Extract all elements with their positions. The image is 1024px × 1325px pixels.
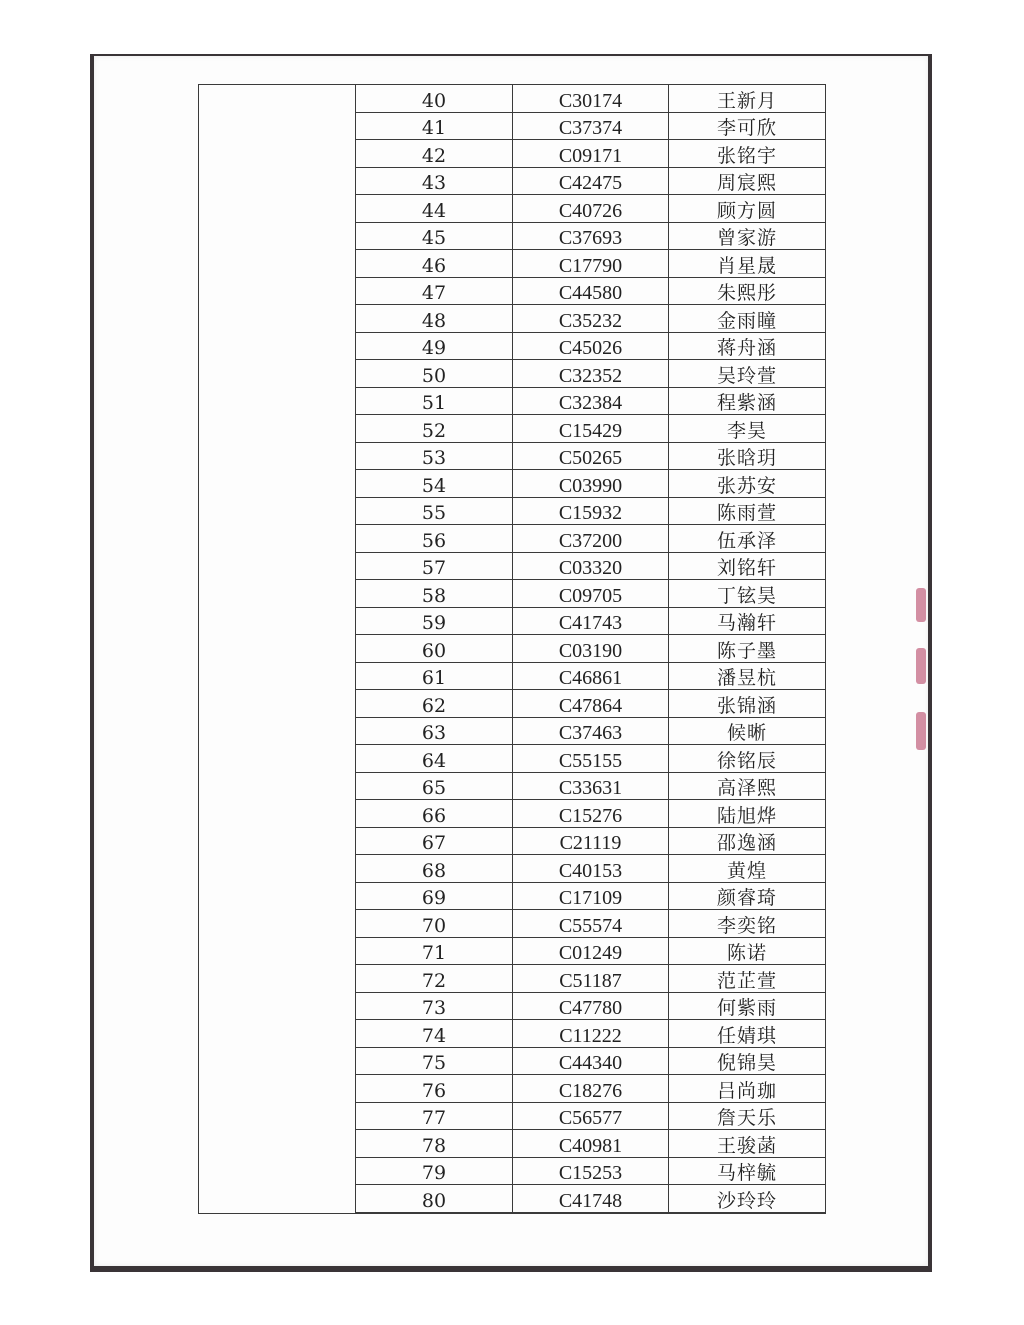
- student-name-cell: 王新月: [716, 89, 777, 112]
- student-id-cell: C03990: [513, 470, 669, 497]
- student-name-cell: 范芷萱: [716, 969, 777, 992]
- table-row: [356, 1103, 825, 1131]
- student-name-cell: 邵逸涵: [716, 832, 777, 854]
- table-row: [356, 1185, 825, 1213]
- table-row: [356, 993, 825, 1021]
- student-name-cell: 李昊: [726, 419, 767, 442]
- table-row: [356, 85, 825, 113]
- student-name-cell: 金雨瞳: [716, 309, 777, 332]
- table-row: [356, 1158, 825, 1186]
- student-name-cell: 马瀚轩: [716, 612, 777, 634]
- table-row: [356, 553, 825, 581]
- table-row: [356, 470, 825, 498]
- row-number-cell: 68: [356, 855, 513, 882]
- table-row: [356, 195, 825, 223]
- student-id-cell: C15932: [513, 498, 669, 525]
- student-name-cell: 张锦涵: [716, 694, 777, 717]
- student-id-cell: C11222: [513, 1020, 669, 1047]
- table-row: [356, 855, 825, 883]
- student-name-cell: 吕尚珈: [716, 1079, 777, 1102]
- student-id-cell: C40981: [513, 1130, 669, 1157]
- row-number-cell: 52: [356, 415, 513, 442]
- row-number-cell: 71: [356, 938, 513, 965]
- student-name-cell: 蒋舟涵: [716, 337, 777, 359]
- table-row: [356, 1048, 825, 1076]
- student-name-cell: 陈雨萱: [716, 502, 777, 524]
- roster-rows: [356, 85, 825, 1213]
- table-row: [356, 690, 825, 718]
- student-id-cell: C17790: [513, 250, 669, 277]
- stamp-mark-2: [916, 648, 926, 684]
- row-number-cell: 62: [356, 690, 513, 717]
- table-row: [356, 608, 825, 636]
- row-number-cell: 66: [356, 800, 513, 827]
- student-name-cell: 肖星晟: [716, 254, 777, 277]
- row-number-cell: 42: [356, 140, 513, 167]
- student-name-cell: 程紫涵: [716, 392, 777, 414]
- row-number-cell: 61: [356, 663, 513, 690]
- table-row: [356, 965, 825, 993]
- student-id-cell: C47780: [513, 993, 669, 1020]
- row-number-cell: 58: [356, 580, 513, 607]
- table-row: [356, 663, 825, 691]
- student-id-cell: C21119: [513, 828, 669, 855]
- student-name-cell: 陆旭烨: [716, 804, 777, 827]
- row-number-cell: 48: [356, 305, 513, 332]
- row-number-cell: 78: [356, 1130, 513, 1157]
- row-number-cell: 47: [356, 278, 513, 305]
- student-name-cell: 顾方圆: [716, 199, 777, 222]
- student-name-cell: 刘铭轩: [716, 557, 777, 579]
- row-number-cell: 53: [356, 443, 513, 470]
- table-row: [356, 498, 825, 526]
- stamp-mark-1: [916, 588, 926, 622]
- student-id-cell: C41743: [513, 608, 669, 635]
- student-name-cell: 周宸熙: [716, 172, 777, 194]
- student-name-cell: 潘昱杭: [716, 667, 777, 689]
- row-number-cell: 73: [356, 993, 513, 1020]
- table-row: [356, 305, 825, 333]
- student-id-cell: C45026: [513, 333, 669, 360]
- row-number-cell: 63: [356, 718, 513, 745]
- table-row: [356, 168, 825, 196]
- student-name-cell: 马梓毓: [716, 1162, 777, 1184]
- row-number-cell: 50: [356, 360, 513, 387]
- row-number-cell: 77: [356, 1103, 513, 1130]
- table-row: [356, 415, 825, 443]
- student-id-cell: C44340: [513, 1048, 669, 1075]
- student-name-cell: 何紫雨: [716, 997, 777, 1019]
- student-name-cell: 黄煌: [726, 859, 767, 882]
- student-name-cell: 沙玲玲: [716, 1189, 777, 1212]
- student-id-cell: C32352: [513, 360, 669, 387]
- student-id-cell: C17109: [513, 883, 669, 910]
- row-number-cell: 57: [356, 553, 513, 580]
- row-number-cell: 43: [356, 168, 513, 195]
- student-name-cell: 李奕铭: [716, 914, 777, 937]
- table-row: [356, 360, 825, 388]
- row-number-cell: 44: [356, 195, 513, 222]
- student-name-cell: 张苏安: [716, 474, 777, 497]
- student-id-cell: C47864: [513, 690, 669, 717]
- student-id-cell: C03190: [513, 635, 669, 662]
- roster-table: [198, 84, 826, 1214]
- row-number-cell: 65: [356, 773, 513, 800]
- student-name-cell: 伍承泽: [716, 529, 777, 552]
- student-id-cell: C03320: [513, 553, 669, 580]
- student-name-cell: 倪锦昊: [716, 1052, 777, 1074]
- student-name-cell: 吴玲萱: [716, 364, 777, 387]
- table-row: [356, 1075, 825, 1103]
- student-id-cell: C33631: [513, 773, 669, 800]
- row-number-cell: 49: [356, 333, 513, 360]
- student-name-cell: 李可欣: [716, 117, 777, 139]
- stamp-mark-3: [916, 712, 926, 750]
- table-row: [356, 910, 825, 938]
- table-row: [356, 250, 825, 278]
- table-row: [356, 938, 825, 966]
- student-name-cell: 陈诺: [726, 942, 767, 964]
- table-row: [356, 333, 825, 361]
- table-row: [356, 113, 825, 141]
- student-id-cell: C41748: [513, 1185, 669, 1212]
- table-row: [356, 278, 825, 306]
- row-number-cell: 79: [356, 1158, 513, 1185]
- row-number-cell: 67: [356, 828, 513, 855]
- row-number-cell: 55: [356, 498, 513, 525]
- student-id-cell: C51187: [513, 965, 669, 992]
- student-id-cell: C30174: [513, 85, 669, 112]
- row-number-cell: 41: [356, 113, 513, 140]
- row-number-cell: 72: [356, 965, 513, 992]
- row-number-cell: 59: [356, 608, 513, 635]
- row-number-cell: 45: [356, 223, 513, 250]
- row-number-cell: 80: [356, 1185, 513, 1212]
- row-number-cell: 75: [356, 1048, 513, 1075]
- row-number-cell: 54: [356, 470, 513, 497]
- table-row: [356, 140, 825, 168]
- row-number-cell: 70: [356, 910, 513, 937]
- row-number-cell: 46: [356, 250, 513, 277]
- blank-group-column: [199, 85, 356, 1213]
- student-name-cell: 候晰: [726, 722, 767, 744]
- row-number-cell: 56: [356, 525, 513, 552]
- row-number-cell: 69: [356, 883, 513, 910]
- student-name-cell: 任婧琪: [716, 1024, 777, 1047]
- table-row: [356, 443, 825, 471]
- student-id-cell: C44580: [513, 278, 669, 305]
- student-id-cell: C09171: [513, 140, 669, 167]
- student-id-cell: C35232: [513, 305, 669, 332]
- student-id-cell: C15253: [513, 1158, 669, 1185]
- table-row: [356, 388, 825, 416]
- table-row: [356, 773, 825, 801]
- table-row: [356, 580, 825, 608]
- student-name-cell: 徐铭辰: [716, 749, 777, 772]
- student-id-cell: C56577: [513, 1103, 669, 1130]
- student-id-cell: C40726: [513, 195, 669, 222]
- student-id-cell: C42475: [513, 168, 669, 195]
- student-name-cell: 朱熙彤: [716, 282, 777, 304]
- table-row: [356, 883, 825, 911]
- student-name-cell: 詹天乐: [716, 1107, 777, 1129]
- student-name-cell: 丁铉昊: [716, 584, 777, 607]
- student-name-cell: 颜睿琦: [716, 887, 777, 909]
- student-id-cell: C46861: [513, 663, 669, 690]
- row-number-cell: 51: [356, 388, 513, 415]
- table-row: [356, 1130, 825, 1158]
- row-number-cell: 64: [356, 745, 513, 772]
- student-name-cell: 曾家游: [716, 227, 777, 249]
- row-number-cell: 60: [356, 635, 513, 662]
- student-id-cell: C37463: [513, 718, 669, 745]
- student-name-cell: 陈子墨: [716, 639, 777, 662]
- student-id-cell: C55155: [513, 745, 669, 772]
- row-number-cell: 40: [356, 85, 513, 112]
- table-row: [356, 525, 825, 553]
- student-id-cell: C09705: [513, 580, 669, 607]
- student-name-cell: 高泽熙: [716, 777, 777, 799]
- student-id-cell: C01249: [513, 938, 669, 965]
- student-name-cell: 王骏菡: [716, 1134, 777, 1157]
- student-name-cell: 张晗玥: [716, 447, 777, 469]
- row-number-cell: 76: [356, 1075, 513, 1102]
- student-id-cell: C32384: [513, 388, 669, 415]
- student-id-cell: C15429: [513, 415, 669, 442]
- table-row: [356, 718, 825, 746]
- student-id-cell: C55574: [513, 910, 669, 937]
- table-row: [356, 828, 825, 856]
- student-id-cell: C37693: [513, 223, 669, 250]
- table-row: [356, 745, 825, 773]
- table-row: [356, 223, 825, 251]
- student-id-cell: C18276: [513, 1075, 669, 1102]
- row-number-cell: 74: [356, 1020, 513, 1047]
- student-id-cell: C40153: [513, 855, 669, 882]
- student-id-cell: C50265: [513, 443, 669, 470]
- table-row: [356, 800, 825, 828]
- student-name-cell: 张铭宇: [716, 144, 777, 167]
- table-row: [356, 635, 825, 663]
- student-id-cell: C37200: [513, 525, 669, 552]
- student-id-cell: C15276: [513, 800, 669, 827]
- student-id-cell: C37374: [513, 113, 669, 140]
- table-row: [356, 1020, 825, 1048]
